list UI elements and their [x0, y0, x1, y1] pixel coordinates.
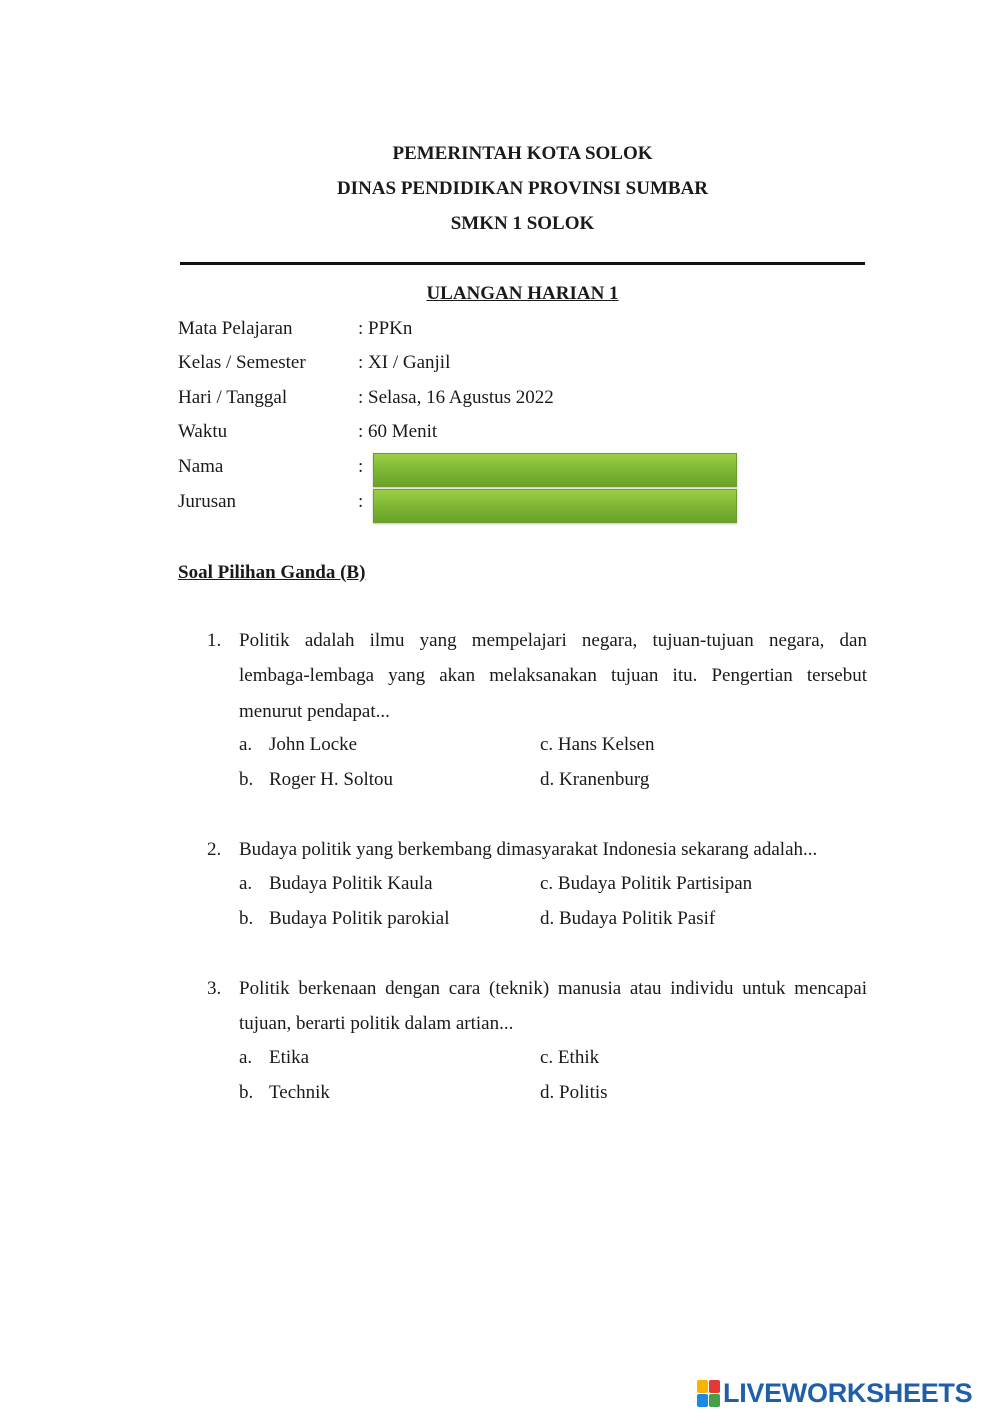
name-input[interactable]	[373, 453, 737, 487]
question-text-line: Budaya politik yang berkembang dimasyarakat Indonesia sekarang adalah...	[239, 839, 818, 860]
option-letter-a: a.	[239, 734, 253, 755]
info-label-time: Waktu	[178, 421, 228, 442]
option-c: c. Ethik	[540, 1047, 600, 1068]
option-letter-a: a.	[239, 873, 253, 894]
header-line-2: DINAS PENDIDIKAN PROVINSI SUMBAR	[336, 178, 709, 199]
question-text-line: Politik adalah ilmu yang mempelajari negara, tujuan-tujuan negara, dan	[239, 630, 867, 651]
option-c: c. Budaya Politik Partisipan	[540, 873, 753, 894]
info-label-class: Kelas / Semester	[178, 352, 306, 373]
watermark-text: LIVEWORKSHEETS	[723, 1377, 973, 1408]
info-value-major-colon: :	[358, 491, 364, 512]
question-text-line: menurut pendapat...	[239, 701, 390, 722]
liveworksheets-watermark	[697, 1378, 972, 1408]
exam-title: ULANGAN HARIAN 1	[426, 283, 619, 304]
header-divider	[180, 262, 865, 265]
option-b: Budaya Politik parokial	[269, 908, 450, 929]
question-number: 3.	[207, 978, 222, 999]
major-input[interactable]	[373, 489, 737, 523]
question-number: 2.	[207, 839, 222, 860]
info-value-time: : 60 Menit	[358, 421, 438, 442]
option-d: d. Politis	[540, 1082, 608, 1103]
option-a: John Locke	[269, 734, 358, 755]
option-a: Budaya Politik Kaula	[269, 873, 433, 894]
question-text-line: tujuan, berarti politik dalam artian...	[239, 1013, 514, 1034]
option-a: Etika	[269, 1047, 310, 1068]
info-label-major: Jurusan	[178, 491, 237, 512]
info-label-subject: Mata Pelajaran	[178, 318, 293, 339]
header-line-3: SMKN 1 SOLOK	[450, 213, 595, 234]
option-d: d. Budaya Politik Pasif	[540, 908, 716, 929]
info-label-date: Hari / Tanggal	[178, 387, 288, 408]
section-title: Soal Pilihan Ganda (B)	[178, 562, 366, 583]
info-value-date: : Selasa, 16 Agustus 2022	[358, 387, 554, 408]
option-letter-a: a.	[239, 1047, 253, 1068]
question-text-line: Politik berkenaan dengan cara (teknik) manusia atau individu untuk mencapai	[239, 978, 867, 999]
question-text-line: lembaga-lembaga yang akan melaksanakan tujuan itu. Pengertian tersebut	[239, 665, 867, 686]
option-letter-b: b.	[239, 1082, 254, 1103]
header-line-1: PEMERINTAH KOTA SOLOK	[392, 143, 653, 164]
option-b: Technik	[269, 1082, 330, 1103]
option-letter-b: b.	[239, 769, 254, 790]
info-value-subject: : PPKn	[358, 318, 413, 339]
info-label-name: Nama	[178, 456, 224, 477]
info-value-class: : XI / Ganjil	[358, 352, 451, 373]
info-value-name-colon: :	[358, 456, 364, 477]
option-b: Roger H. Soltou	[269, 769, 394, 790]
question-number: 1.	[207, 630, 222, 651]
option-d: d. Kranenburg	[540, 769, 650, 790]
liveworksheets-logo-icon	[697, 1380, 720, 1407]
option-c: c. Hans Kelsen	[540, 734, 655, 755]
option-letter-b: b.	[239, 908, 254, 929]
